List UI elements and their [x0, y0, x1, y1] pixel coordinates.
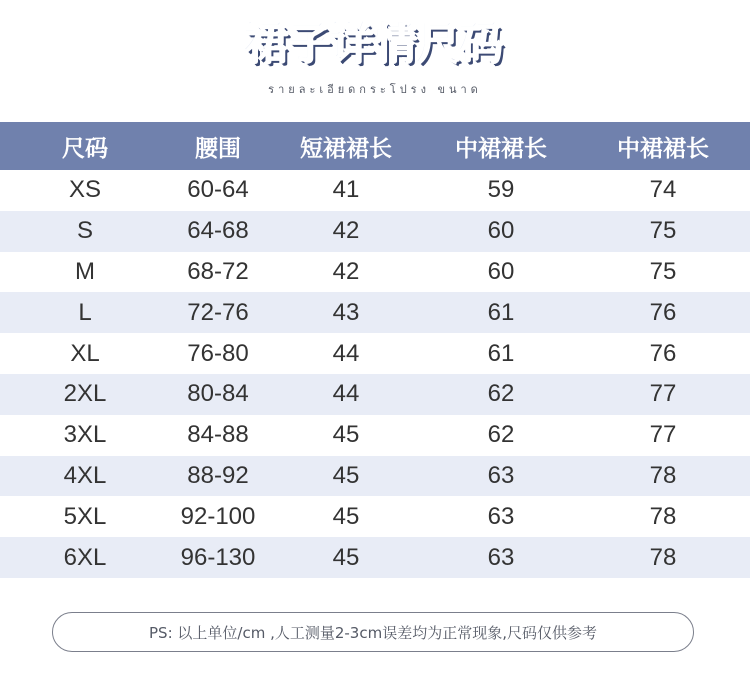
- cell-mid-length: 61: [487, 339, 515, 367]
- table-row: [0, 211, 750, 252]
- cell-waist: 84-88: [187, 421, 249, 449]
- cell-mid-length: 59: [487, 176, 515, 204]
- cell-waist: 64-68: [187, 217, 249, 245]
- cell-size: L: [78, 298, 92, 326]
- table-header: [0, 122, 750, 170]
- cell-short-length: 45: [332, 502, 360, 530]
- size-table: [0, 122, 750, 578]
- table-row: [0, 170, 750, 211]
- cell-mid-length-2: 78: [649, 502, 677, 530]
- cell-waist: 72-76: [187, 298, 249, 326]
- table-row: [0, 292, 750, 333]
- cell-short-length: 45: [332, 543, 360, 571]
- cell-size: 4XL: [63, 461, 107, 489]
- cell-size: 5XL: [63, 502, 107, 530]
- header-waist: 腰围: [195, 135, 241, 162]
- table-row: [0, 456, 750, 497]
- cell-mid-length-2: 78: [649, 461, 677, 489]
- cell-size: XS: [68, 176, 101, 204]
- cell-mid-length: 63: [487, 461, 515, 489]
- cell-size: 6XL: [63, 543, 107, 571]
- cell-waist: 60-64: [187, 176, 249, 204]
- table-row: [0, 252, 750, 293]
- cell-mid-length: 63: [487, 502, 515, 530]
- cell-waist: 96-130: [180, 543, 256, 571]
- table-row: [0, 537, 750, 578]
- header-mid-skirt-length: 中裙裙长: [455, 135, 547, 162]
- cell-short-length: 42: [332, 257, 360, 285]
- cell-waist: 76-80: [187, 339, 249, 367]
- cell-waist: 92-100: [180, 502, 256, 530]
- cell-size: 2XL: [63, 380, 107, 408]
- page-title: 裙子详情尺码: [245, 20, 504, 69]
- cell-mid-length-2: 74: [649, 176, 677, 204]
- measurement-note: PS: 以上单位/cm ,人工测量2-3cm误差均为正常现象,尺码仅供参考: [52, 612, 694, 652]
- page-subtitle: รายละเอียดกระโปรง ขนาด: [268, 83, 482, 96]
- cell-short-length: 42: [332, 217, 360, 245]
- table-row: [0, 374, 750, 415]
- cell-short-length: 45: [332, 461, 360, 489]
- cell-size: XL: [70, 339, 100, 367]
- cell-waist: 88-92: [187, 461, 249, 489]
- cell-mid-length: 62: [487, 380, 515, 408]
- cell-waist: 68-72: [187, 257, 249, 285]
- cell-size: S: [76, 217, 93, 245]
- header-size: 尺码: [62, 135, 108, 162]
- cell-mid-length: 60: [487, 257, 515, 285]
- cell-short-length: 45: [332, 421, 360, 449]
- cell-mid-length: 63: [487, 543, 515, 571]
- cell-mid-length: 60: [487, 217, 515, 245]
- cell-mid-length: 61: [487, 298, 515, 326]
- cell-short-length: 44: [332, 339, 360, 367]
- table-row: [0, 496, 750, 537]
- cell-waist: 80-84: [187, 380, 249, 408]
- cell-mid-length-2: 76: [649, 339, 677, 367]
- table-body: [0, 170, 750, 578]
- cell-size: M: [75, 257, 95, 285]
- cell-mid-length-2: 75: [649, 217, 677, 245]
- cell-mid-length-2: 77: [649, 421, 677, 449]
- cell-mid-length: 62: [487, 421, 515, 449]
- cell-mid-length-2: 76: [649, 298, 677, 326]
- table-row: [0, 333, 750, 374]
- cell-short-length: 44: [332, 380, 360, 408]
- cell-short-length: 43: [332, 298, 360, 326]
- cell-size: 3XL: [63, 421, 107, 449]
- header-mid-skirt-length-2: 中裙裙长: [617, 135, 709, 162]
- table-row: [0, 415, 750, 456]
- header-short-skirt-length: 短裙裙长: [300, 135, 392, 162]
- cell-short-length: 41: [332, 176, 360, 204]
- cell-mid-length-2: 75: [649, 257, 677, 285]
- cell-mid-length-2: 78: [649, 543, 677, 571]
- cell-mid-length-2: 77: [649, 380, 677, 408]
